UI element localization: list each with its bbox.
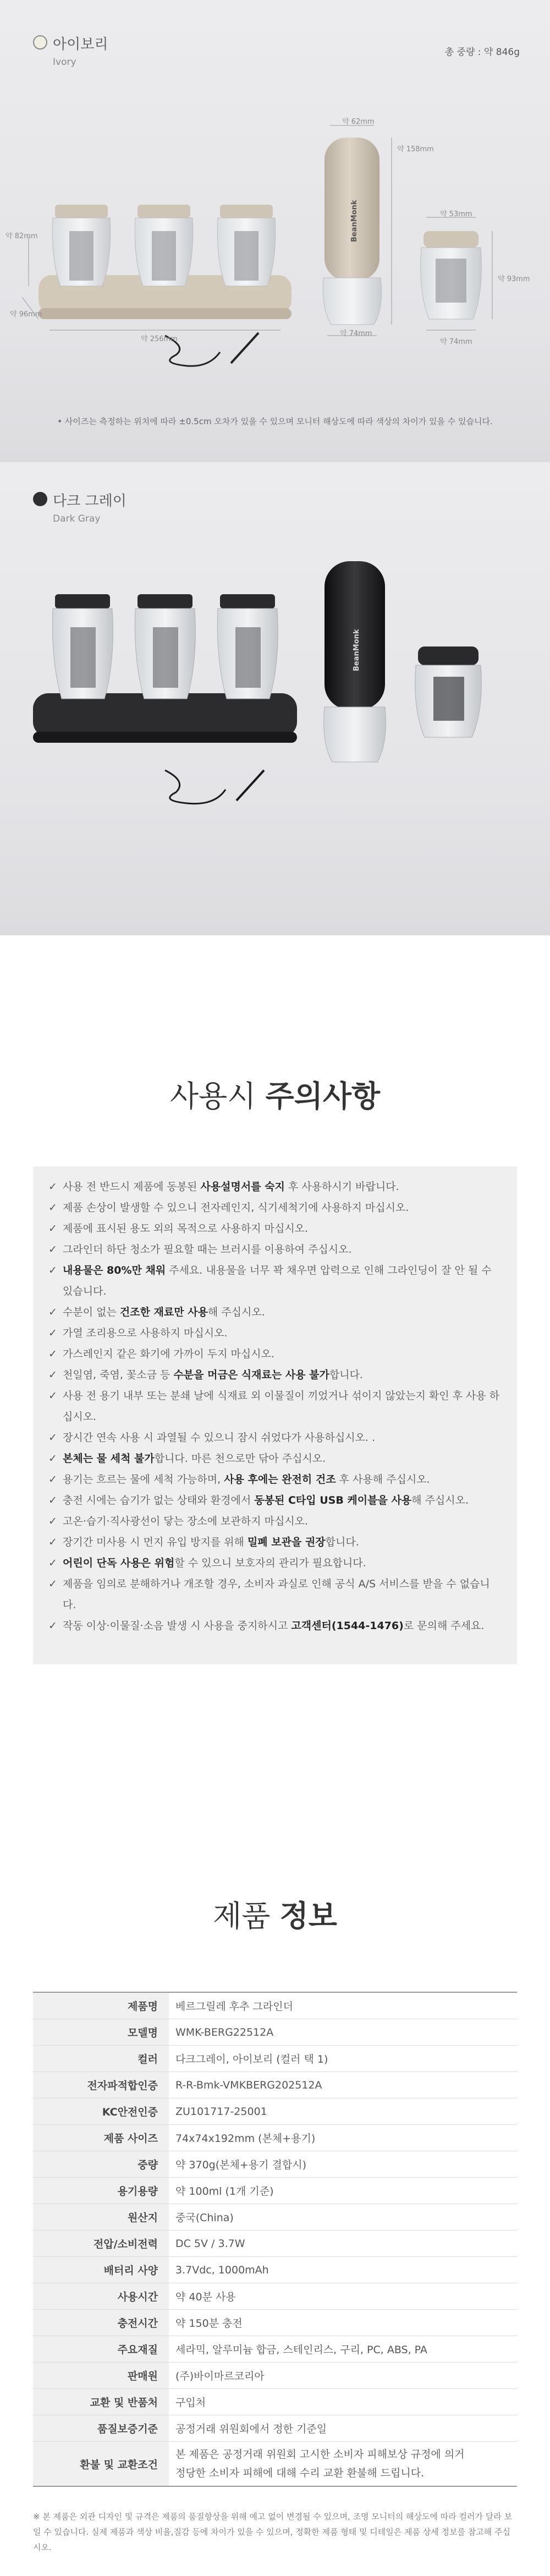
caution-text-part: 해 주십시오. <box>207 1306 265 1318</box>
spec-row <box>33 2257 517 2283</box>
darkgray-brand-text: BeanMonk <box>353 629 361 671</box>
spec-key: 제품 사이즈 <box>33 2125 169 2151</box>
caution-text-part: 합니다. <box>329 1369 363 1381</box>
spec-title-bold: 정보 <box>279 1899 337 1933</box>
caution-item <box>48 1511 502 1532</box>
check-icon: ✓ <box>48 1536 57 1548</box>
dim-62: 약 62mm <box>342 118 375 126</box>
caution-text <box>63 1385 502 1427</box>
check-icon: ✓ <box>48 1327 57 1339</box>
caution-item <box>48 1344 502 1364</box>
dim-96: 약 96mm <box>10 310 42 319</box>
ivory-grinder-small <box>421 231 482 319</box>
caution-item <box>48 1197 502 1218</box>
caution-text-part: 작동 이상·이물질·소음 발생 시 사용을 중지하시고 <box>63 1620 292 1632</box>
caution-item <box>48 1615 502 1636</box>
spec-key: 원산지 <box>33 2204 169 2230</box>
spec-value: WMK-BERG22512A <box>169 2019 517 2046</box>
caution-text <box>63 1302 265 1323</box>
caution-text <box>63 1469 430 1490</box>
caution-text-part: 후 사용하시기 바랍니다. <box>284 1181 399 1193</box>
caution-text-part: 수분이 없는 <box>63 1306 120 1318</box>
spec-row <box>33 2363 517 2389</box>
spec-value: 3.7Vdc, 1000mAh <box>169 2257 517 2283</box>
darkgray-product-illustration <box>0 462 550 935</box>
size-notice: • 사이즈는 측정하는 위치에 따라 ±0.5cm 오차가 있을 수 있으며 모니터 해상도에 따라 색상의 차이가 있을 수 있습니다. <box>57 416 493 426</box>
check-icon: ✓ <box>48 1348 57 1360</box>
footer-note: ※ 본 제품은 외관 디자인 및 규격은 제품의 품질향상을 위해 예고 없이 변경될 수 있으며, 조명 모니터의 해상도에 따라 컬러가 달라 보일 수 있습니다. 실제 제품과 색상 비율,질감 등에 차이가 있을 수 있으며, 정확한 제품 형태 및 디테일은 제품 상세 정보를 참고해 주십시오. <box>33 2512 512 2552</box>
caution-emphasis: 어린이 단독 사용은 위험 <box>63 1557 175 1569</box>
caution-emphasis: 수분을 머금은 식재료는 사용 불가 <box>173 1369 329 1381</box>
caution-item <box>48 1239 502 1260</box>
spec-row <box>33 1992 517 2019</box>
caution-text-part: 그라인더 하단 청소가 필요할 때는 브러시를 이용하여 주십시오. <box>63 1243 352 1256</box>
spec-row <box>33 2178 517 2204</box>
caution-emphasis: 고객센터(1544-1476) <box>291 1620 404 1632</box>
spec-key: 모델명 <box>33 2019 169 2046</box>
spec-value: 공정거래 위원회에서 정한 기준일 <box>169 2415 517 2442</box>
caution-item <box>48 1532 502 1553</box>
caution-text-part: 로 문의해 주세요. <box>403 1620 485 1632</box>
caution-text <box>63 1364 363 1385</box>
spec-value: DC 5V / 3.7W <box>169 2230 517 2257</box>
spec-value: 약 100ml (1개 기준) <box>169 2178 517 2204</box>
caution-text <box>63 1511 308 1532</box>
ivory-cable-brush <box>165 333 258 366</box>
caution-text <box>63 1260 502 1302</box>
caution-item <box>48 1490 502 1511</box>
check-icon: ✓ <box>48 1473 57 1486</box>
spec-value: ZU101717-25001 <box>169 2098 517 2125</box>
ivory-jar-3 <box>217 205 275 286</box>
spec-value: 다크그레이, 아이보리 (컬러 택 1) <box>169 2046 517 2072</box>
check-icon: ✓ <box>48 1306 57 1318</box>
spec-row <box>33 2072 517 2098</box>
spec-row <box>33 2310 517 2336</box>
caution-text <box>63 1448 326 1469</box>
caution-text-part: 가스레인지 같은 화기에 가까이 두지 마십시오. <box>63 1348 274 1360</box>
caution-emphasis: 건조한 재료만 사용 <box>119 1306 208 1318</box>
spec-value: 베르그릴레 후추 그라인더 <box>175 2000 293 2013</box>
check-icon: ✓ <box>48 1369 57 1381</box>
caution-text <box>63 1615 484 1636</box>
darkgray-label-english: Dark Gray <box>53 513 101 524</box>
spec-key: 제품명 <box>33 1992 169 2019</box>
spec-row <box>33 2151 517 2178</box>
dim-74-small: 약 74mm <box>440 338 472 346</box>
spec-value: R-R-Bmk-VMKBERG202512A <box>169 2072 517 2098</box>
spec-key: 품질보증기준 <box>33 2415 169 2442</box>
spec-key: 교환 및 반품처 <box>33 2389 169 2415</box>
caution-text <box>63 1553 366 1574</box>
caution-text <box>63 1532 359 1553</box>
spec-table <box>33 1992 517 2487</box>
spec-key: 환불 및 교환조건 <box>33 2442 169 2487</box>
caution-text <box>63 1323 227 1344</box>
spec-key: 중량 <box>33 2151 169 2178</box>
check-icon: ✓ <box>48 1390 57 1402</box>
check-icon: ✓ <box>48 1453 57 1465</box>
caution-title-normal: 사용시 <box>169 1079 266 1114</box>
ivory-section <box>0 0 550 462</box>
caution-text-part: 고온·습기·직사광선이 닿는 장소에 보관하지 마십시오. <box>63 1515 309 1527</box>
caution-emphasis: 사용 후에는 완전히 건조 <box>224 1473 336 1486</box>
caution-text-part: 합니다. 마른 천으로만 닦아 주십시오. <box>154 1453 326 1465</box>
spec-key: 컬러 <box>33 2046 169 2072</box>
ivory-label-english: Ivory <box>53 57 76 68</box>
caution-item <box>48 1427 502 1448</box>
caution-item <box>48 1448 502 1469</box>
darkgray-label-korean: 다크 그레이 <box>53 493 127 509</box>
caution-text-part: 제품을 임의로 분해하거나 개조할 경우, 소비자 과실로 인해 공식 A/S 서비스를 받을 수 없습니다. <box>63 1578 490 1611</box>
spec-key: 주요재질 <box>33 2336 169 2363</box>
spec-row <box>33 2230 517 2257</box>
caution-item <box>48 1323 502 1344</box>
caution-text <box>63 1239 352 1260</box>
spec-row <box>33 2283 517 2310</box>
caution-text-part: 후 사용해 주십시오. <box>336 1473 430 1486</box>
caution-text-part: 충전 시에는 습기가 없는 상태와 환경에서 <box>63 1494 255 1506</box>
caution-text <box>63 1427 375 1448</box>
darkgray-tray <box>33 693 297 743</box>
spec-key: 충전시간 <box>33 2310 169 2336</box>
caution-box <box>33 1166 517 1664</box>
caution-text-part: 장기간 미사용 시 먼지 유입 방지를 위해 <box>63 1536 248 1548</box>
check-icon: ✓ <box>48 1223 57 1235</box>
caution-emphasis: 내용물은 80%만 채워 <box>63 1264 166 1276</box>
caution-title <box>0 1073 550 1115</box>
spec-row <box>33 2336 517 2363</box>
caution-text-part: 천일염, 죽염, 꽃소금 등 <box>63 1369 174 1381</box>
spec-row <box>33 2098 517 2125</box>
spec-row <box>33 2389 517 2415</box>
spec-value: 본 제품은 공정거래 위원회 고시한 소비자 피해보상 규정에 의거 정당한 소비자 피해에 대해 수리 교환 환불해 드립니다. <box>169 2442 517 2487</box>
spec-value: 약 40분 사용 <box>169 2283 517 2310</box>
caution-item <box>48 1218 502 1239</box>
spec-row <box>33 2125 517 2151</box>
spec-value: 약 150분 충전 <box>169 2310 517 2336</box>
caution-item <box>48 1574 502 1615</box>
caution-text <box>63 1176 399 1197</box>
dim-82: 약 82mm <box>6 232 38 240</box>
darkgray-cable-brush <box>165 770 264 804</box>
caution-text-part: 가열 조리용으로 사용하지 마십시오. <box>63 1327 228 1339</box>
spec-title-normal: 제품 <box>213 1899 280 1933</box>
caution-text-part: 합니다. <box>325 1536 359 1548</box>
check-icon: ✓ <box>48 1494 57 1506</box>
spec-key: 사용시간 <box>33 2283 169 2310</box>
caution-text <box>63 1197 409 1218</box>
spec-value: 약 370g(본체+용기 결합시) <box>169 2151 517 2178</box>
spec-row <box>33 2415 517 2442</box>
spec-value: 74x74x192mm (본체+용기) <box>169 2125 517 2151</box>
caution-text-part: 주세요. 내용물을 너무 꽉 채우면 압력으로 인해 그라인딩이 잘 안 될 수 있습니다. <box>63 1264 492 1297</box>
dim-256: 약 256mm <box>141 335 178 343</box>
darkgray-grinder-small <box>415 646 482 737</box>
caution-item <box>48 1260 502 1302</box>
caution-emphasis: 사용설명서를 숙지 <box>200 1181 285 1193</box>
spec-row <box>33 2204 517 2230</box>
caution-item <box>48 1302 502 1323</box>
darkgray-jar-3 <box>217 594 278 699</box>
check-icon: ✓ <box>48 1578 57 1590</box>
caution-text-part: 장시간 연속 사용 시 과열될 수 있으니 잠시 쉬었다가 사용하십시오. . <box>63 1432 376 1444</box>
caution-item <box>48 1469 502 1490</box>
caution-item <box>48 1176 502 1197</box>
spec-row <box>33 2442 517 2487</box>
ivory-jar-2 <box>135 205 193 286</box>
caution-text-part: 사용 전 용기 내부 또는 분쇄 날에 식재료 외 이물질이 끼었거나 섞이지 않았는지 확인 후 사용 하십시오. <box>63 1390 500 1423</box>
darkgray-jar-2 <box>135 594 195 699</box>
spec-title <box>0 1893 550 1935</box>
check-icon: ✓ <box>48 1557 57 1569</box>
caution-emphasis: 동봉된 C타입 USB 케이블을 사용 <box>254 1494 412 1506</box>
spec-key: KC안전인증 <box>33 2098 169 2125</box>
check-icon: ✓ <box>48 1432 57 1444</box>
caution-item <box>48 1553 502 1574</box>
check-icon: ✓ <box>48 1264 57 1276</box>
spec-value: 구입처 <box>169 2389 517 2415</box>
total-weight: 총 중량 : 약 846g <box>444 47 520 58</box>
caution-text-part: 사용 전 반드시 제품에 동봉된 <box>63 1181 201 1193</box>
caution-text <box>63 1574 502 1615</box>
spec-row <box>33 2019 517 2046</box>
check-icon: ✓ <box>48 1181 57 1193</box>
dim-53: 약 53mm <box>440 210 472 218</box>
spec-key: 판매원 <box>33 2363 169 2389</box>
spec-key: 용기용량 <box>33 2178 169 2204</box>
caution-text-part: 제품 손상이 발생할 수 있으니 전자레인지, 식기세척기에 사용하지 마십시오. <box>63 1202 409 1214</box>
ivory-label-korean: 아이보리 <box>53 36 108 53</box>
spec-key: 전자파적합인증 <box>33 2072 169 2098</box>
dim-93: 약 93mm <box>498 275 530 283</box>
check-icon: ✓ <box>48 1620 57 1632</box>
spec-key: 배터리 사양 <box>33 2257 169 2283</box>
caution-item <box>48 1385 502 1427</box>
darkgray-section <box>0 462 550 935</box>
spec-row <box>33 2046 517 2072</box>
caution-text <box>63 1218 308 1239</box>
check-icon: ✓ <box>48 1202 57 1214</box>
dim-158: 약 158mm <box>397 145 434 154</box>
ivory-jar-1 <box>52 205 110 286</box>
caution-title-bold: 주의사항 <box>265 1079 381 1114</box>
caution-text-part: 용기는 흐르는 물에 세척 가능하며, <box>63 1473 224 1486</box>
caution-text-part: 할 수 있으니 보호자의 관리가 필요합니다. <box>174 1557 366 1569</box>
caution-emphasis: 본체는 물 세척 불가 <box>63 1453 155 1465</box>
caution-emphasis: 밀폐 보관을 권장 <box>247 1536 326 1548</box>
spec-value: 중국(China) <box>169 2204 517 2230</box>
caution-text-part: 해 주십시오. <box>411 1494 469 1506</box>
darkgray-jar-1 <box>52 594 113 699</box>
spec-value: (주)바이마르코리아 <box>169 2363 517 2389</box>
dim-74-main: 약 74mm <box>340 330 372 338</box>
caution-text-part: 제품에 표시된 용도 외의 목적으로 사용하지 마십시오. <box>63 1223 309 1235</box>
ivory-brand-text: BeanMonk <box>350 200 359 242</box>
spec-value: 세라믹, 알루미늄 합금, 스테인리스, 구리, PC, ABS, PA <box>169 2336 517 2363</box>
ivory-grinder-body <box>323 138 381 325</box>
check-icon: ✓ <box>48 1515 57 1527</box>
darkgray-grinder-body <box>324 561 386 762</box>
check-icon: ✓ <box>48 1243 57 1256</box>
ivory-product-illustration <box>0 0 550 407</box>
spec-key: 전압/소비전력 <box>33 2230 169 2257</box>
caution-text <box>63 1344 274 1364</box>
caution-text <box>63 1490 469 1511</box>
caution-item <box>48 1364 502 1385</box>
